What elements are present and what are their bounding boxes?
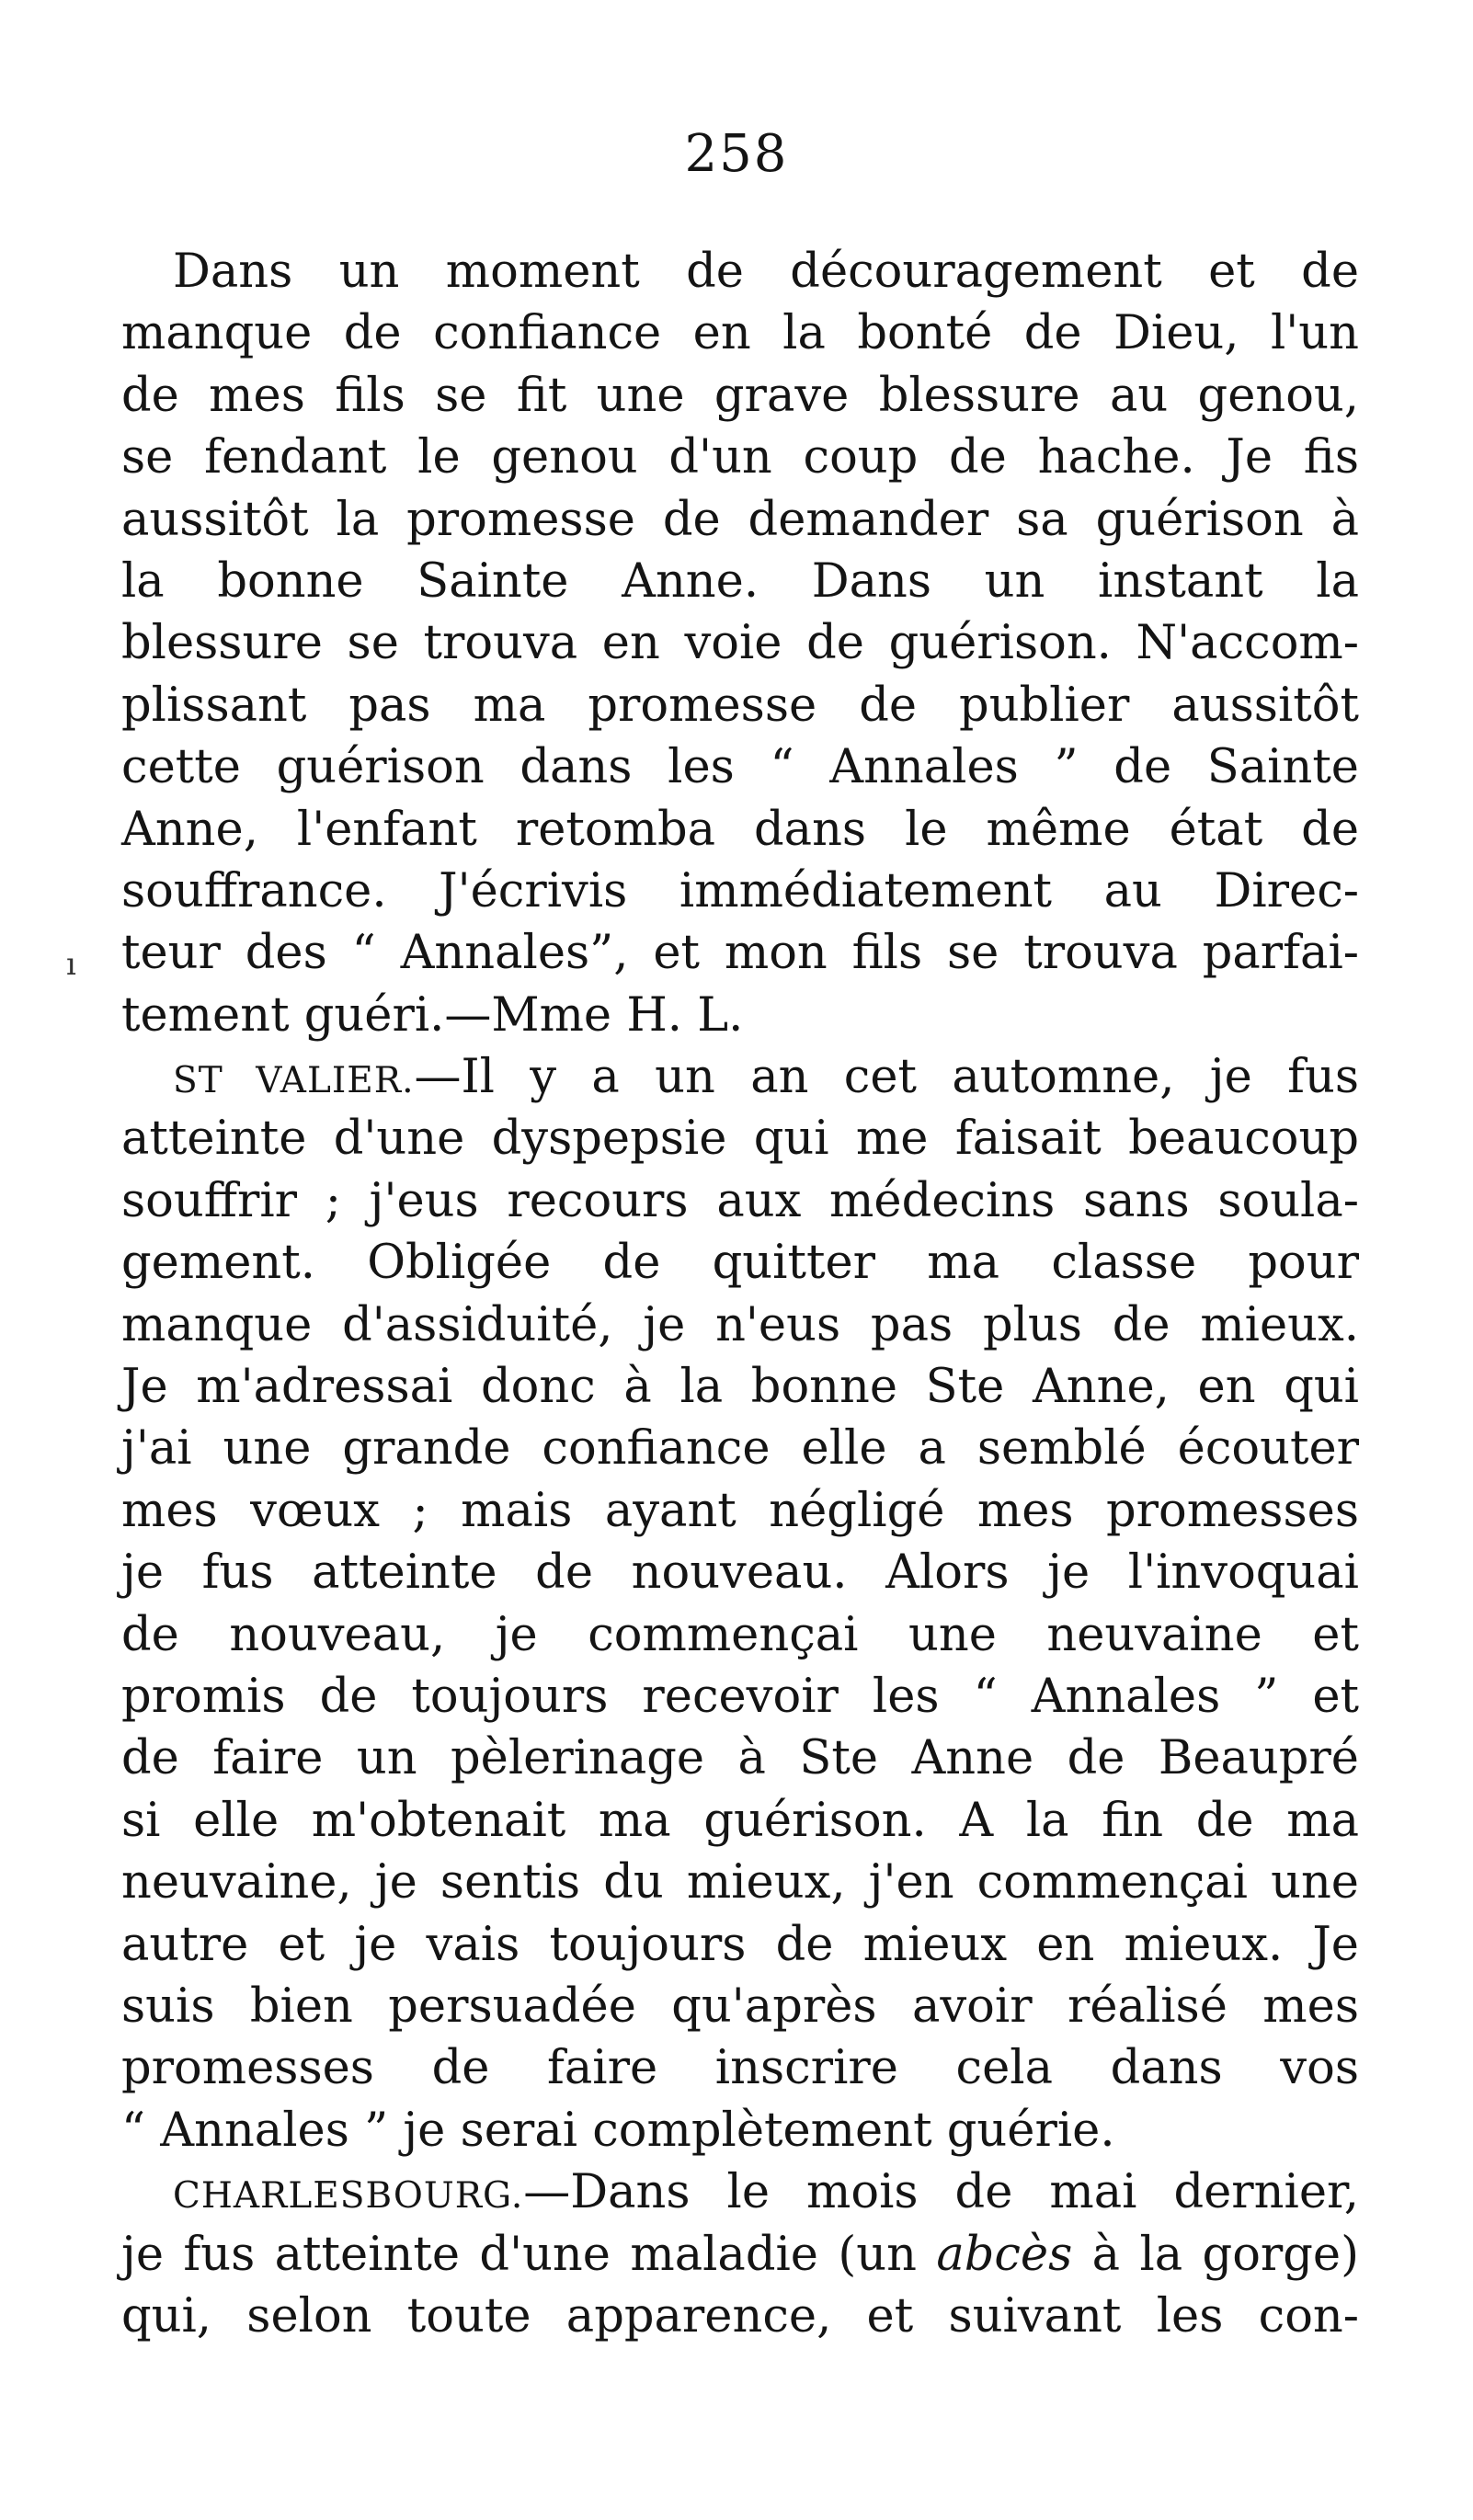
italic-term: abcès — [936, 2227, 1073, 2282]
text-line: autre et je vais toujours de mieux en mieux. Je — [121, 1917, 1359, 1972]
text-line: souffrir ; j'eus recours aux médecins sans soula- — [121, 1173, 1359, 1228]
text-line: atteinte d'une dyspepsie qui me faisait beaucoup — [121, 1112, 1359, 1167]
text-line: de nouveau, je commençai une neuvaine et — [121, 1607, 1359, 1662]
text-line: si elle m'obtenait ma guérison. A la fin de ma — [121, 1793, 1359, 1848]
text-line: j'ai une grande confiance elle a semblé écouter — [121, 1421, 1359, 1477]
text-line: plissant pas ma promesse de publier aussitôt — [121, 678, 1359, 733]
text-line: de faire un pèlerinage à Ste Anne de Beaupré — [121, 1731, 1359, 1786]
text-line: souffrance. J'écrivis immédiatement au Direc- — [121, 863, 1359, 918]
margin-stray-mark: ı — [66, 946, 76, 983]
testimony-st-valier — [121, 1046, 1359, 2161]
text-run: je fus atteinte d'une maladie (un — [121, 2227, 937, 2282]
text-line: Je m'adressai donc à la bonne Ste Anne, en qui — [121, 1360, 1359, 1415]
text-line: tement guéri.—Mme H. L. — [121, 987, 744, 1043]
text-line: promesses de faire inscrire cela dans vos — [121, 2041, 1359, 2096]
text-line: aussitôt la promesse de demander sa guérison à — [121, 492, 1359, 547]
text-line: suis bien persuadée qu'après avoir réalisé mes — [121, 1978, 1359, 2034]
text-line: mes vœux ; mais ayant négligé mes promesses — [121, 1483, 1359, 1538]
text-line: cette guérison dans les “ Annales ” de Sainte — [121, 740, 1359, 795]
page-number: 258 — [684, 124, 789, 184]
text-run: —Il y a un an cet automne, je fus — [414, 1050, 1360, 1105]
text-line: manque d'assiduité, je n'eus pas plus de mieux. — [121, 1297, 1359, 1352]
testimony-charlesbourg — [121, 2161, 1359, 2347]
text-line: qui, selon toute apparence, et suivant les con- — [121, 2288, 1359, 2343]
text-line: Anne, l'enfant retomba dans le même état de — [121, 802, 1359, 857]
text-line: Dans un moment de découragement et de — [173, 245, 1359, 299]
testimony-paragraph — [121, 241, 1359, 1046]
text-block — [121, 241, 1359, 2347]
text-run: —Dans le mois de mai dernier, — [523, 2165, 1359, 2220]
text-line: je fus atteinte de nouveau. Alors je l'invoquai — [121, 1545, 1359, 1601]
text-line: manque de confiance en la bonté de Dieu, l'un — [121, 306, 1359, 361]
place-heading: ST VALIER. — [173, 1060, 415, 1102]
text-line: neuvaine, je sentis du mieux, j'en commençai une — [121, 1855, 1359, 1910]
text-line: promis de toujours recevoir les “ Annales ” et — [121, 1669, 1359, 1724]
text-line: “ Annales ” je serai complètement guérie. — [121, 2103, 1115, 2158]
text-line — [121, 1046, 1359, 1108]
text-line — [121, 2224, 1359, 2286]
text-line: teur des “ Annales”, et mon fils se trouva parfai- — [121, 926, 1359, 981]
text-line: de mes fils se fit une grave blessure au genou, — [121, 368, 1359, 423]
text-line: blessure se trouva en voie de guérison. N'accom- — [121, 616, 1359, 671]
place-heading: CHARLESBOURG. — [173, 2175, 524, 2218]
text-line: gement. Obligée de quitter ma classe pour — [121, 1236, 1359, 1291]
text-line — [121, 2161, 1359, 2223]
text-run: à la gorge) — [1072, 2227, 1359, 2282]
text-line: la bonne Sainte Anne. Dans un instant la — [121, 553, 1359, 609]
text-line: se fendant le genou d'un coup de hache. Je fis — [121, 430, 1359, 485]
